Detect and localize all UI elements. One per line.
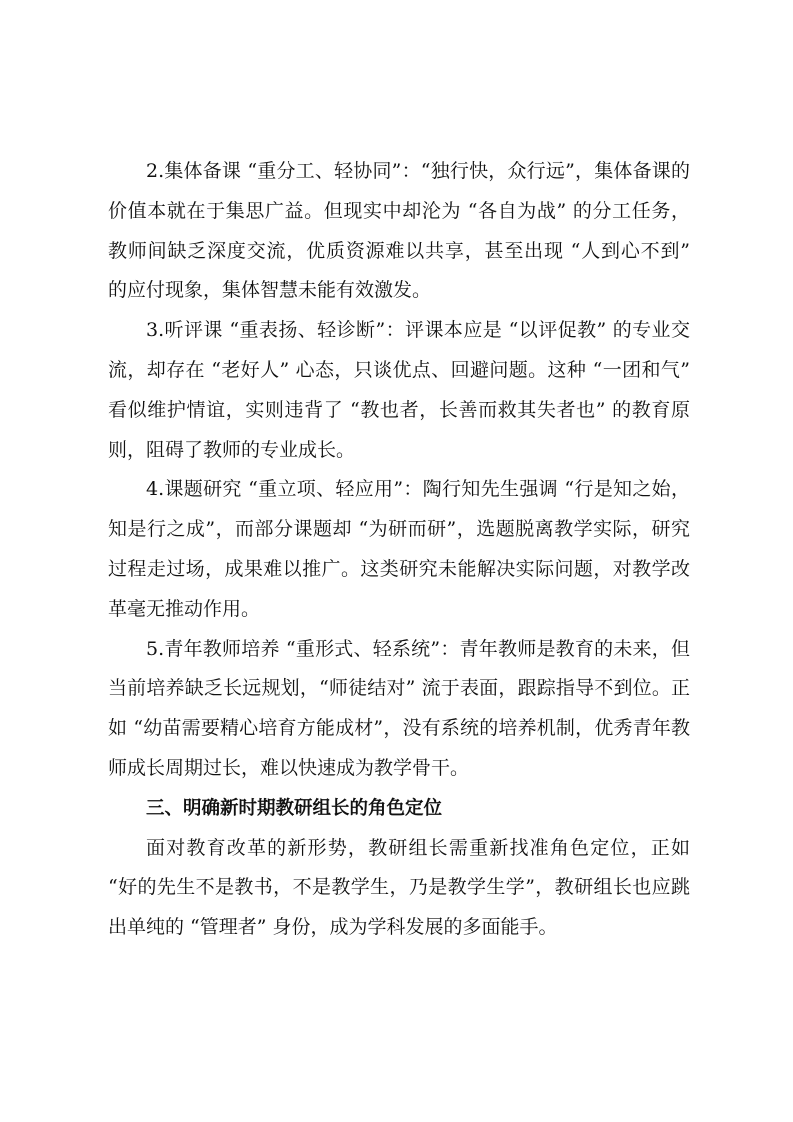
paragraph-young-teacher-training: 5.青年教师培养 “重形式、轻系统”：青年教师是教育的未来，但当前培养缺乏长远规划，“师徒结对” 流于表面，跟踪指导不到位。正如 “幼苗需要精心培育方能成材”，没有系统的培养机制，优秀青年教师成长周期过长，难以快速成为教学骨干。: [108, 637, 690, 779]
paragraph-research-projects: 4.课题研究 “重立项、轻应用”：陶行知先生强调 “行是知之始，知是行之成”，而部分课题却 “为研而研”，选题脱离教学实际，研究过程走过场，成果难以推广。这类研究未能解决实际问题，对教学改革毫无推动作用。: [108, 478, 690, 620]
document-body: [108, 152, 690, 948]
paragraph-lesson-observation: 3.听评课 “重表扬、轻诊断”：评课本应是 “以评促教” 的专业交流，却存在 “老好人” 心态，只谈优点、回避问题。这种 “一团和气” 看似维护情谊，实则违背了 “教也者，长善而救其失者也” 的教育原则，阻碍了教师的专业成长。: [108, 319, 690, 461]
paragraph-role-positioning: 面对教育改革的新形势，教研组长需重新找准角色定位，正如 “好的先生不是教书，不是教学生，乃是教学生学”，教研组长也应跳出单纯的 “管理者” 身份，成为学科发展的多面能手。: [108, 836, 690, 939]
paragraph-collective-lesson-prep: 2.集体备课 “重分工、轻协同”：“独行快，众行远”，集体备课的价值本就在于集思广益。但现实中却沦为 “各自为战” 的分工任务，教师间缺乏深度交流，优质资源难以共享，甚至出现 “人到心不到” 的应付现象，集体智慧未能有效激发。: [108, 160, 690, 302]
section-heading: 三、明确新时期教研组长的角色定位: [146, 797, 443, 819]
